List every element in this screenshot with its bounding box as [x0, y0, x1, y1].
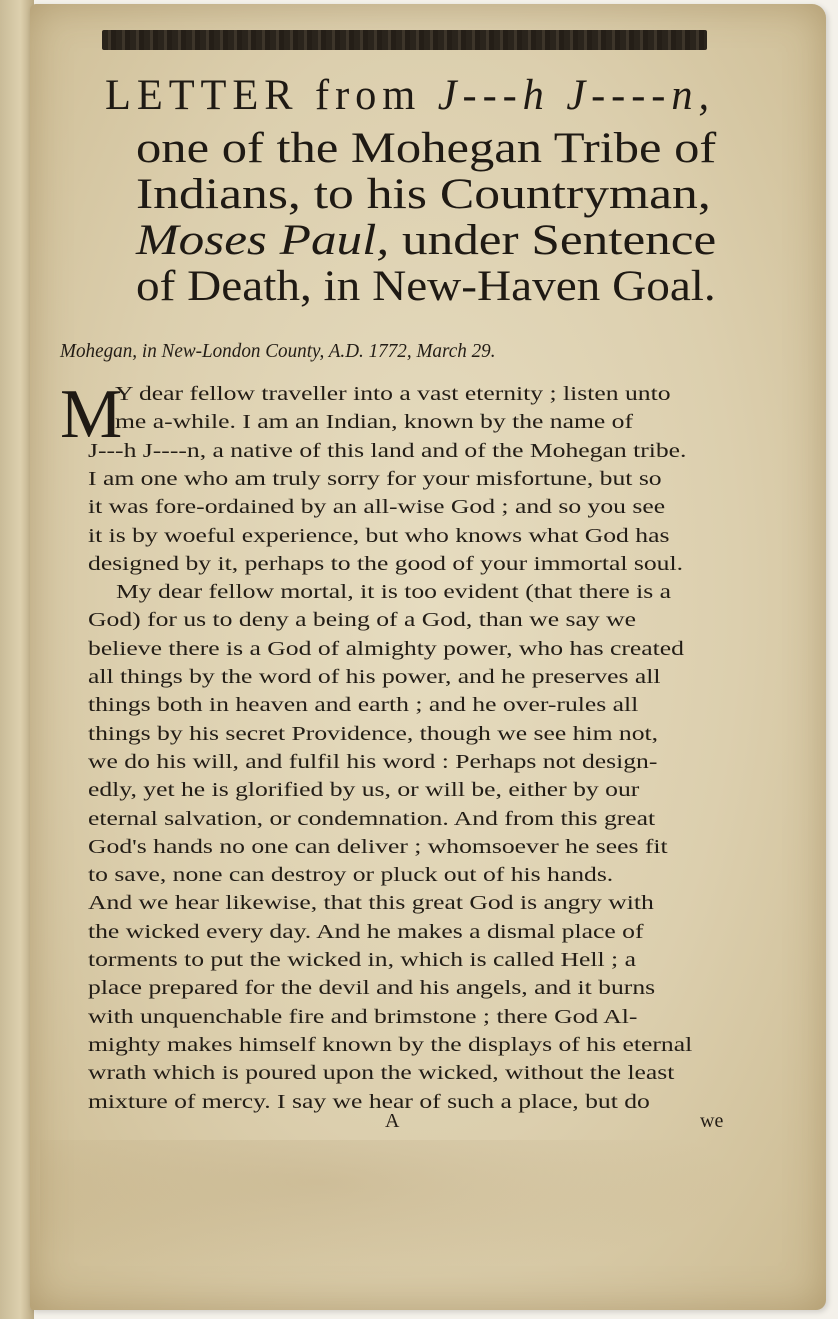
body-line: designed by it, perhaps to the good of your immortal soul.: [88, 552, 683, 575]
body-line: Y dear fellow traveller into a vast eternity ; listen unto: [115, 383, 671, 405]
body-line: all things by the word of his power, and he preserves all: [88, 666, 661, 688]
body-line: place prepared for the devil and his angels, and it burns: [88, 977, 656, 1000]
body-line: mixture of mercy. I say we hear of such a place, but do: [88, 1090, 650, 1113]
body-line: wrath which is poured upon the wicked, without the least: [88, 1062, 675, 1085]
dateline-date: March 29.: [416, 340, 496, 362]
body-line: we do his will, and fulfil his word : Perhaps not design-: [88, 750, 658, 773]
title-author-name: J---h J----n,: [437, 72, 716, 119]
body-line: J---h J----n, a native of this land and of the Mohegan tribe.: [88, 439, 687, 462]
title-line-2: one of the Mohegan Tribe of: [136, 125, 717, 172]
body-line: things both in heaven and earth ; and he over-rules all: [88, 694, 639, 717]
body-line: eternal salvation, or condemnation. And from this great: [88, 807, 656, 830]
dateline-county: in New-London County, A.D. 1772,: [137, 340, 417, 362]
title-prefix: LETTER from: [105, 72, 438, 119]
dateline-place: Mohegan,: [60, 340, 138, 362]
body-line: I am one who am truly sorry for your misfortune, but so: [88, 467, 662, 490]
title-line-4-rest: under Sentence: [389, 217, 717, 264]
body-line: My dear fellow mortal, it is too evident (that there is a: [116, 581, 672, 604]
body-line: edly, yet he is glorified by us, or will be, either by our: [88, 779, 640, 802]
title-recipient-name: Moses Paul,: [136, 217, 390, 264]
title-line-5: of Death, in New-Haven Goal.: [136, 263, 716, 310]
title-line-3: Indians, to his Countryman,: [136, 171, 711, 218]
body-line: the wicked every day. And he makes a dismal place of: [88, 920, 644, 943]
left-page-edge: [0, 0, 34, 1319]
body-line: believe there is a God of almighty power, who has created: [88, 637, 684, 660]
body-line: mighty makes himself known by the displays of his eternal: [88, 1033, 693, 1056]
body-line: with unquenchable fire and brimstone ; there God Al-: [88, 1005, 638, 1028]
paper-stain: [40, 1140, 740, 1280]
body-line: to save, none can destroy or pluck out of his hands.: [88, 864, 614, 887]
body-line: it is by woeful experience, but who knows what God has: [88, 524, 670, 547]
drop-cap: M: [60, 376, 123, 453]
body-line: things by his secret Providence, though we see him not,: [88, 722, 659, 745]
signature-mark: A: [385, 1110, 400, 1132]
catchword: we: [700, 1110, 724, 1132]
title-line-1: [105, 74, 715, 117]
body-line: God's hands no one can deliver ; whomsoever he sees fit: [88, 835, 668, 858]
body-line: me a-while. I am an Indian, known by the name of: [115, 411, 634, 434]
title-line-4: [136, 219, 716, 262]
ornamental-rule: [102, 30, 707, 50]
body-line: torments to put the wicked in, which is called Hell ; a: [88, 949, 636, 971]
body-line: God) for us to deny a being of a God, than we say we: [88, 609, 636, 632]
dateline: [60, 340, 730, 363]
body-line: it was fore-ordained by an all-wise God ; and so you see: [88, 496, 666, 519]
body-line: And we hear likewise, that this great God is angry with: [88, 892, 654, 915]
